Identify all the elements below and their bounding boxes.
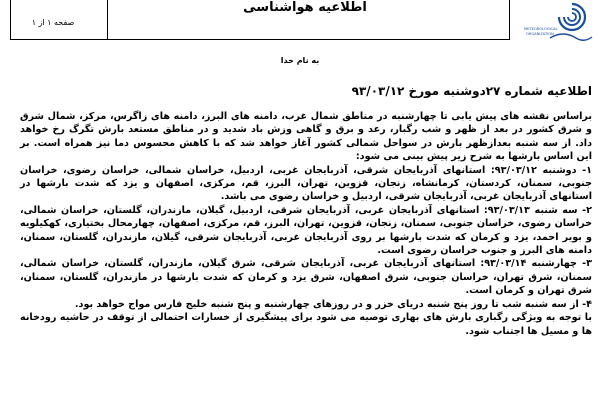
notice-body bbox=[20, 110, 592, 338]
paragraph-item-1: ۱- دوشنبه ۹۳/۰۳/۱۲: استانهای آذربایجان شرقی، آذربایجان غربی، اردبیل، خراسان شمالی، خراسان رضوی، خراسان جنوبی، سمنان، کردستان، کرمانشاه، زنجان، قزوین، تهران، البرز، قم، مرکزی، اصفهان و یزد که شدت بارشها در استانهای آذربایجان غربی، آذربایجان شرقی، اردبیل و خراسان رضوی می باشد. bbox=[20, 164, 592, 203]
paragraph-item-3: ۳- چهارشنبه ۹۳/۰۳/۱۴: استانهای آذربایجان غربی، آذربایجان شرقی، شرق گیلان، مازندران، گلستان، خراسان شمالی، سمنان، شرق تهران، خراسان جنوبی، شرق اصفهان، شرق یزد و کرمان که شدت بارشها در مازندران، گلستان، سمنان، شرق تهران و کرمان است. bbox=[20, 258, 592, 297]
besmellah: به نام خدا bbox=[280, 56, 320, 65]
svg-text:ORGANIZATION: ORGANIZATION bbox=[526, 32, 554, 36]
paragraph-advisory: با توجه به ویژگی رگباری بارش های بهاری توصیه می شود برای پیشگیری از خسارات احتمالی از توقف در حاشیه رودخانه ها و مسیل ها اجتناب شود. bbox=[20, 312, 592, 337]
page-number: صفحه ۱ از ۱ bbox=[31, 18, 75, 27]
paragraph-item-2: ۲- سه شنبه ۹۳/۰۳/۱۳: استانهای آذربایجان غربی، آذربایجان شرقی، اردبیل، گیلان، مازندران، گلستان، خراسان شمالی، خراسان رضوی، خراسان جنوبی، سمنان، زنجان، قزوین، تهران، البرز، قم، مرکزی، اصفهان، چهارمحال بختیاری، کهکیلویه و بویر احمد، یزد و کرمان که شدت بارشها بر روی آذربایجان غربی، آذربایجان شرقی، گیلان، مازندران، گلستان، سمنان، دامنه های البرز و جنوب خراسان رضوی است. bbox=[20, 204, 592, 257]
spiral-logo-icon bbox=[520, 0, 598, 46]
notice-title: اطلاعیه شماره ۲۷دوشنبه مورخ ۹۳/۰۳/۱۲ bbox=[351, 84, 592, 98]
paragraph-item-4: ۴- از سه شنبه شب تا روز پنج شنبه دریای خزر و در روزهای چهارشنبه و پنج شنبه خلیج فارس مواج خواهد بود. bbox=[74, 298, 592, 310]
header-divider bbox=[107, 0, 108, 40]
header-title: اطلاعیه هواشناسی bbox=[243, 0, 367, 15]
paragraph-intro: براساس نقشه های پیش یابی تا چهارشنبه در مناطق شمال غرب، دامنه های البرز، دامنه های زاگرس، مرکز، شمال شرق و شرق کشور در بعد از ظهر و شب رگبار، رعد و برق و گاهی وزش باد شدید و در مناطق مستعد بارش تگرگ رخ خواهد داد. از سه شنبه بعدازظهر بارش در سواحل شمالی کشور آغاز خواهد شد که با کاهش محسوس دما نیز همراه است. بر این اساس بارشها به شرح زیر پیش بینی می شود: bbox=[20, 111, 592, 163]
svg-text:METEOROLOGICAL: METEOROLOGICAL bbox=[524, 27, 558, 31]
